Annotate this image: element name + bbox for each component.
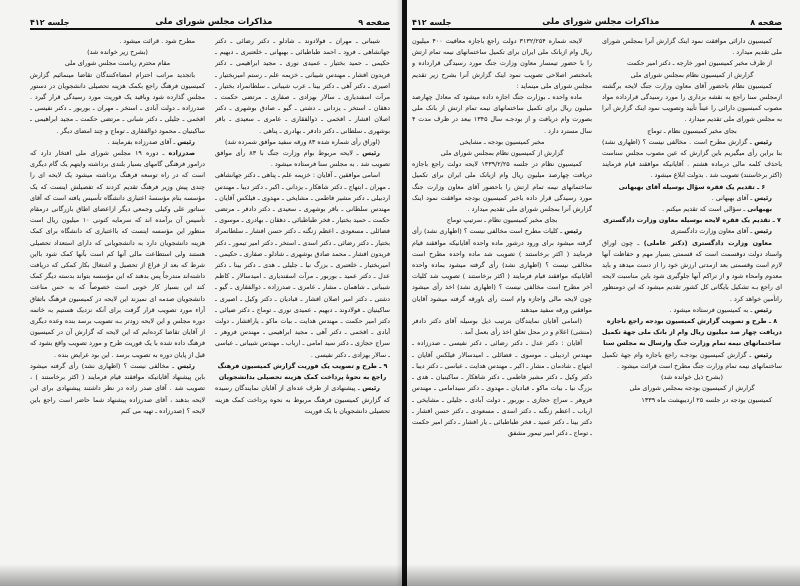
agenda-heading: ۸ ـ طرح و تصویب گزارش کمیسیون بودجه راجع باجازه دریافت چهار صد میلیون ریال وام از بانک ملی جهة تکمیل ساختمانهای نیمه تمام وزارت جنگ وارسال به مجلس سنا — [602, 317, 782, 348]
speech-paragraph — [602, 305, 782, 316]
speaker-name: رئیس — [754, 350, 772, 359]
paragraph: ماده واحده ـ بوزارت جنگ اجازه داده میشود که معادل چهارصد میلیون ریال برای تکمیل ساختمانهای نیمه تمام ارتش از بانک ملی بصورت وام دریافت و از بودجـه سال ۱۳۴۵ ببعد در ظرف مدت ۴ سال مسترد دارد . — [412, 93, 592, 135]
page-number: صفحه ۹ — [358, 18, 390, 27]
speaker-name: رئیس — [754, 193, 772, 202]
speech-text: ـ مخالفی نیست ؟ (اظهاری نشد) رأی گرفته میشود باین پیشنهاد آقایانیکه موافقند قیام فرمایند ( اکثر برخاستند ) ، تصویب شد . آقای صدر زاده در نظر داشتند پیشنهادی برای این لایحه بدهند ، آقای صدرزاده پیشنهاد شما حاضر است راجع باین لایحه ؟ (صدرزاده ـ تهیه می کنم — [30, 361, 205, 415]
paragraph: لایحه شماره ۳۱۳۲/۲۵۴ دولت راجع باجازه معافیت ۴۰۰ میلیون ریال وام ازبانک ملی ایران برای تکمیل ساختمانهای نیمه تمام ارتش را با حضور تیمسار معاون وزارت جنگ مورد رسیدگی قرارداده و بامختصر اصلاحی تصویب نمود اینک گزارش آنرا بشرح زیر تقدیم مجلس شورای ملی مینماید : — [412, 37, 592, 90]
speech-paragraph — [602, 350, 782, 372]
speech-text: ـ آقای معاون وزارت دادگستری — [670, 227, 755, 236]
speaker-name: رئیس — [754, 137, 772, 146]
speech-text: ـ کلیات مطرح است مخالفی نیست ؟ (اظهاری نشد) رأی گرفته میشود برای ورود درشور ماده واحده آقایانیکه موافقند قیام فرمایند ( اکثر برخاستند ) تصویب شد ماده واحده مطرح است مخالفی نیست ؟ (اظهاری نشد) رأی گرفته میشود بماده واحده آقایانیکه موافقند قیام فرمایند ( اکثر برخاستند ) تصویب شد کلیات آخر مطرح است مخالفی نیست ؟ (اظهاری نشد) اخذ رأی میشود چون لایحه مالی واجازه وام است رأی باورقه گرفته میشود آقایان موافقین ورقه سفید میدهند — [412, 227, 592, 314]
speaker-name: رئیس — [362, 149, 380, 158]
centered-line: (اوراق رأی شماره شده ۸۳ ورقه سفید موافق شمرده شد) — [224, 137, 381, 146]
centered-line: گزارش از کمیسیون نظام بمجلس شورای ملی — [440, 149, 564, 158]
page-number: صفحه ۸ — [750, 18, 782, 27]
centered-line: (بشرح ذیل خوانده شد) — [661, 373, 723, 382]
speech-paragraph — [412, 226, 592, 316]
paragraph: از طرف مخبر کمیسیون امور خارجه ـ دکتر امیر حکمت — [627, 59, 772, 68]
speaker-name: صدرزاده — [168, 149, 195, 158]
centered-line: مقام محترم ریاست مجلس شورای ملی — [64, 59, 171, 68]
centered-line: (بشرح زیر خوانده شد) — [87, 48, 148, 57]
speaker-name: رئیس — [362, 384, 380, 393]
right-page-right-column — [602, 36, 782, 584]
session-number: جلسه ۴۱۲ — [412, 18, 452, 27]
session-number: جلسه ۴۱۲ — [30, 18, 70, 27]
left-page-header — [30, 14, 390, 30]
speaker-name: رئیس — [177, 137, 195, 146]
speech-text: ـ به کمیسیون فرستاده میشود . — [669, 305, 755, 314]
paragraph: باتجدید مراتب احترام امضاءکنندگان تقاضا مینمائیم گزارش کمیسیون فرهنگ راجع بکمک هزینه تحصیلی دانشجویان در دستور مجلس گذارده شود وباقید یک فوریت مورد رسیدگی قرار گیرد . صدرزاده ـ دولت آبادی ـ استخر ـ مهران ـ بوربور ـ دکتر نفیسی ـ افخمی ـ جلیلی ـ دکتر شبانی ـ مرتضی حکمت ـ مجید ابراهیمی ـ ساکینیان ـ محمود ذوالفقاری ـ توماج و چند امضای دیگر . — [30, 70, 205, 135]
centered-line: گزارش از کمیسیون بودجه بمجلس شورای ملی — [629, 384, 755, 393]
speech-paragraph — [602, 226, 782, 237]
speech-paragraph — [30, 148, 205, 361]
left-page-right-column — [215, 36, 390, 584]
paragraph: (اسامی آقایان نمایندگان بترتیب ذیل بوسیله آقای دکتر دادفر (منشی) اعلام و در محل تعلق اخذ رأی بعمل آمد . — [412, 317, 592, 337]
speech-paragraph — [602, 204, 782, 215]
centered-line: مخبر کمیسیون بودجه ـ مشایخی — [459, 137, 545, 146]
book-fold-divider — [402, 0, 407, 586]
left-page-left-column — [30, 36, 205, 584]
agenda-heading: ۷ ـ تقدیم یک فقره لایحه بوسیله معاون وزارت دادگستری — [603, 216, 781, 225]
speech-text: ـ گزارش کمیسیون بودجـه راجع باجازه وام جهة تکمیل ساختمانهای نیمه تمام وزارت جنگ مطرح است قرائت میشود . — [602, 350, 782, 370]
page-title: مذاکرات مجلس شورای ملی — [155, 17, 273, 27]
speech-text: ـ آقای بهبهانی . — [711, 193, 755, 202]
speaker-name: معاون وزارت دادگستری (دکتر عاملی) — [643, 238, 772, 247]
centered-line: بجای مخبر کمیسیون نظام ـ سرتیپ توماج — [446, 216, 558, 225]
paragraph: کمیسیون بودجه در جلسه ۲۵ اردیبهشت ماه ۱۳۳۹ — [641, 395, 772, 404]
paragraph: شیبانی ـ مهران ـ فولادوند ـ شادلو ـ دکتر رضائی ـ دکتر جهانشاهی ـ فرود ـ احمد طباطبائی ـ بهبهانی ـ خلعتبری ـ دبهیم ـ حکیمی ـ حمید بختیار ـ عمیدی نوری ـ مجید ابراهیمی ـ دکتر فریدون افشار ـ مهندس شیبانی ـ خزیمه علم ـ رستم امیربختیار ـ اصیری ـ دکتر آهی ـ دکتر بینا ـ عرب شیبانی ـ سلطانمراد بختیار ـ مرآت اسفندیاری ـ سالار بهزادی ـ صفاری ـ مرتضی حکمت ـ دهقان ـ استخر ـ یزدانی ـ دشتی ـ گیو ـ صادق بوشهری ـ دکتر اصلان افشار ـ افخمی ـ ذوالفقاری ـ عامری ـ سعیدی ـ باقر بوشهری ـ سلطانی ـ دکتر دادفر ـ بهادری ـ پناهی . — [215, 37, 390, 135]
speech-text: ـ چون اوراق واسناد دولت دوقسمت است که قسمتی بسیار مهم و حفاظت آنها لازم است وقسمتی بعد ازمدتی ارزش خود را از دست میدهد و باید معدوم وامحاء شود و از تراکم آنها جلوگیری شود باین مناسبت لایحه ای راجع بـه تشکیل بایگانی کل کشور تقدیم میشود که این دومنظور راتأمین خواهد کرد . — [602, 238, 782, 303]
speech-text: ـ سؤالی است که تقدیم میکنم . — [662, 205, 748, 214]
paragraph: کمیسیون دارائی موافقت نمود اینک گزارش آنرا بمجلس شورای ملی تقدیم میدارد . — [602, 37, 782, 57]
right-page-left-column — [412, 36, 592, 584]
speech-paragraph — [30, 361, 205, 417]
paragraph: مطرح شود . قرائت میشود . — [119, 37, 195, 45]
speech-text: ـ پیشنهادی از طرف عده‌ای از آقایان نمایندگان رسیده که گزارش کمیسیون فرهنگ مربوط به نحوه پرداخت کمک هزینه تحصیلی دانشجویان با یک فوریت — [215, 384, 390, 415]
speech-paragraph — [30, 137, 205, 148]
centered-line: گزارش از کمیسیون نظام بمجلس شورای ملی — [630, 70, 754, 79]
page-title: مذاکرات مجلس شورای ملی — [542, 17, 660, 27]
centered-line: بجای مخبر کمیسیون نظام ـ توماج — [647, 126, 737, 135]
paragraph: کمیسیون نظام باحضور آقای معاون وزارت جنگ لایحه برگشته ازمجلس سنا راجع به نقشه برداری را مورد رسیدگی قرارداده مواد مصوب کمیسیون دارائی را عیناً تأیید وتصویب نمود اینک گزارش آنرا به مجلس شورای ملی تقدیم میدارد . — [602, 81, 782, 124]
speaker-name: رئیس — [564, 227, 582, 236]
speech-text: ـ گزارش مطرح است . مخالفی نیست ؟ (اظهاری نشد) بنا براین رأی میگیریم باین گزارش که عین مصوب مجلس سناست باحذف کلمه مالی درماده هشتم . آقایانیکه موافقند قیام فرمایند (اکثر برخاستند) تصویب شد . بدولت ابلاغ میشود . — [602, 137, 782, 180]
speech-text: ـ آقای صدرزاده بفرمایند . — [107, 137, 178, 146]
agenda-heading: ۶ ـ تقدیم یک فقره سؤال بوسیله آقای بهبهانی — [618, 182, 766, 191]
speech-paragraph — [215, 383, 390, 417]
right-page-header — [412, 14, 782, 30]
paragraph: کمیسیون نظام در جلسه ۱۳۳۹/۲/۲۵ لایحه دولت راجع باجازه دریافت چهارصد میلیون ریال وام ازبانک ملی ایران برای تکمیل ساختمانهای نیمه تمام ارتش را باحضور آقای معاون وزارت جنگ مورد رسیدگی قرار داده باخبر کمیسیون بودجه موافقت نمود اینک گزارش آنرا بمجلس شورای ملی تقدیم میدارد . — [412, 160, 592, 214]
speech-text: ـ دوره ۱۹ مجلس شورای ملی افتخار دارد که درامور فرهنگی گامهای بسیار بلندی برداشته وایتهم یک گام دیگری است که در راه توسعه فرهنگ برداشته میشود یک لایحه ای را چندی پیش وزیر فرهنگ تقدیم کردند که تفصیلش اینست که یک مؤسسه بنام مؤسسهٔ اعتباری دانشگاه تأسیس یافته است که آقای سناتور علی وکیلی وجمعی دیگر ازاعضای اطاق بازرگانی درمقام تأسیس آن برآمده اند که سرمایه کنونی ۱۰ میلیون ریال است منظور این مؤسسه اینست که بااعتباری که دانشگاه برای کمک هزینه دانشجویان دارد به دانشجویانی که دارای استعداد تحصیلی هستند ولی استطاعت مالی آنها کم است بآنها کمک شود بااین شرط که بعد از فراغ از تحصیل و اشتغال بکار کمکی که دریافت داشته‌اند مندرجاً پس بدهند که این مؤسسه بتواند بدسته دیگر کمک کند این بسیار کار خوبی است خصوصاً که به حس مناعت دانشجویان صدمه ای نمیزند این لایحه در کمیسیون فرهنگ باتفاق آراء مورد تصویب قرار گرفت برای آنکه نزدیک هستیم به خاتمه دوره مجلس و این لایحه زودتر بـه تصویب برسد بنده وعده دیگری از آقایان تقاضا کرده‌ایم که این لایحه که گزارش آن در کمیسیون فرهنگ داده شده با یک فوریت طرح و مورد تصویب واقع بشود که قبل از پایان دوره به تصویب برسد . این بود عرایض بنده . — [30, 149, 205, 359]
speaker-name: رئیس — [754, 305, 772, 314]
speech-paragraph — [215, 148, 390, 170]
speech-text: ـ لایحه مربوط بوام وزارت جنگ با ۸۳ رأی موافق تصویب شد . به مجلس سنا فرستاده میشود . — [215, 149, 390, 169]
speaker-name: رئیس — [754, 227, 772, 236]
speaker-name: رئیس — [177, 361, 195, 370]
speaker-name: بهبهانی — [747, 205, 772, 214]
speech-paragraph — [602, 193, 782, 204]
speech-paragraph — [602, 238, 782, 305]
right-page — [400, 0, 800, 586]
paragraph: آقایان : دکتر عدل ـ دکتر رضائی ـ دکتر نفیسی ـ صدرزاده ـ مهندس اردبیلی ـ موسوی ـ فضائلی ـ امیدسالار فیلکس آقایان ـ ابتهاج ـ شادمان ـ مشار ـ اکبر ـ مهندس هدایت ـ عباسی ـ دکتر دیبا ـ دکتر وکیل ـ دکتر مشیر فاطمی ـ دکتر شاهکار ـ ساکینیان ـ هدی ـ بزرگ نیا ـ بیات ماکو ـ قبادیان ـ مهدوی ـ دکتر سیدامامی ـ مهندس فروهر ـ سراج حجازی ـ بوربور ـ دولت آبادی ـ جلیلی ـ مشایخی ـ ارباب ـ اعظم زنگنه ـ دکتر اسدی ـ مسعودی ـ دکتر حسن افشار ـ دکتر بینا ـ دکتر عمید ـ فخر طباطبائی ـ یار افشار ـ دکتر امیر حکمت ـ توماج ـ دکتر امیر تیمور مشفق — [412, 339, 592, 438]
paragraph: اسامی موافقین ـ آقایان : خزیمه علم ـ پناهی ـ دکتر جهانشاهی ـ مهران ـ ابتهاج ـ دکتر شاهکار ـ یزدانی ـ اکبر ـ دکتر دیبا ـ مهندس اردبیلی ـ دکتر مشیر فاطمی ـ مشایخی ـ مهدوی ـ فیلکس آقایان ـ مهندس سلطانی ـ باقر بوشهری ـ سعیدی ـ دکتر دادفر ـ مرتضی حکمت ـ حمید بختیار ـ فخر طباطبائی ـ دهقان ـ بهادری ـ موسوی ـ فضائلی ـ مسعودی ـ اعظم زنگنه ـ دکتر حسن افشار ـ سلطانمراد بختیار ـ دکتر رضائی ـ دکتر اسدی ـ استخر ـ دکتر امیر تیمور ـ دکتر فریدون افشار ـ محمد صادق بوشهری ـ شادلو ـ صفاری ـ حکیمی ـ امیربختیار ـ خلعتبری ـ بزرگ نیا ـ جلیلی ـ هدی ـ دکتر بینا ـ دکتر عدل ـ دکتر عمید ـ بوربور ـ مرآت اسفندیاری ـ امیدسالار ـ کاظم شیبانی ـ شاهمان ـ مشار ـ عامری ـ صدرزاده ـ ذوالفقاری ـ گیو ـ دشتی ـ دکتر امیر اصلان افشار ـ قبادیان ـ دکتر وکیل ـ اصیری ـ ساکینیان ـ فولادوند ـ دبهیم ـ عمیدی نوری ـ توماج ـ دکتر ضیائی ـ دکتر امیر حکمت ـ مهندس هدایت ـ بیات ماکو ـ یارافشار ـ دولت آبادی ـ افخمی ـ دکتر آهی ـ مجید ابراهیمی ـ مهندس فروهر ـ سراج حجازی ـ دکتر سید امامی ـ ارباب ـ مهندس شیبانی ـ عباسی ـ سالار بهزادی ـ دکتر نفیسی . — [215, 171, 390, 359]
speech-paragraph — [602, 137, 782, 182]
agenda-heading: ۹ ـ طرح و تصویب یک فوریت گزارش کمیسیون فرهنگ راجع به نحوهٔ پرداخت کمک هزینه تحصیلی بدانشجویان — [217, 361, 388, 382]
